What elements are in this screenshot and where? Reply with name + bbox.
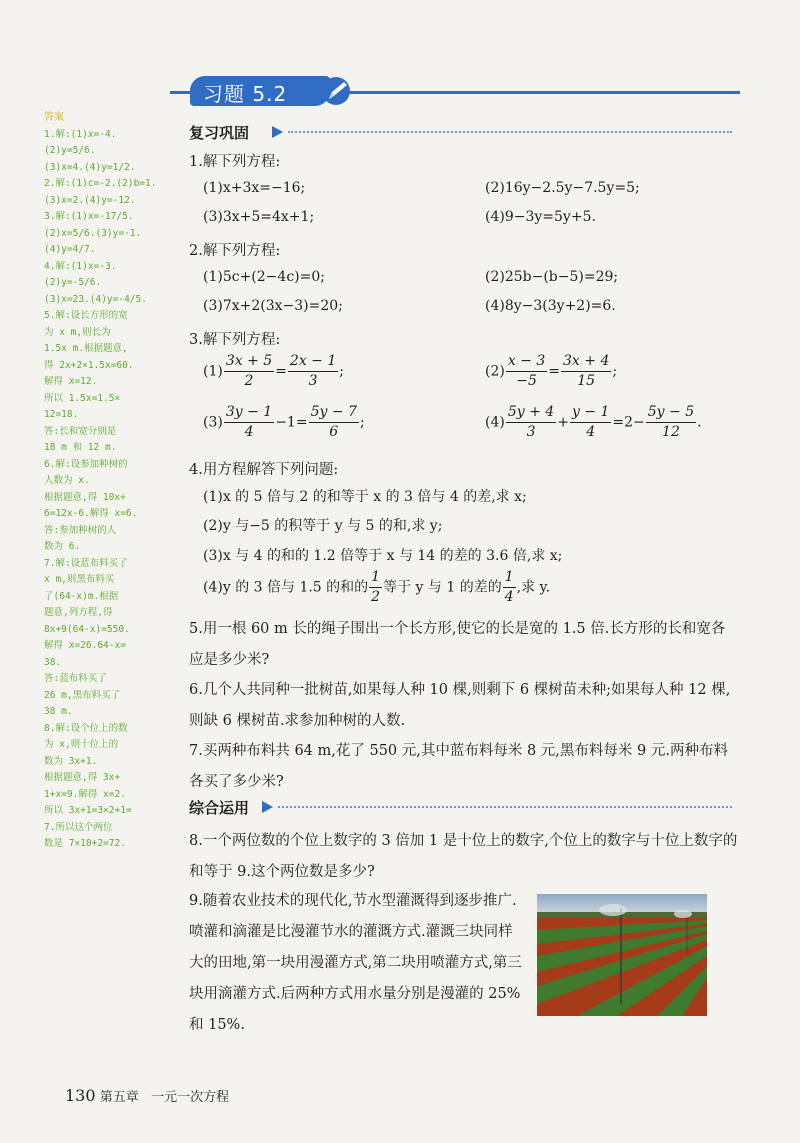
chapter-label: 第五章	[99, 1090, 139, 1105]
answer-line: 1.解:(1)x=-4.	[44, 128, 117, 140]
q4-item-2: (2)y 与−5 的积等于 y 与 5 的和,求 y;	[203, 518, 443, 534]
answer-line: 8x+9(64-x)=550.	[44, 623, 130, 635]
section-apply-heading: 综合运用	[189, 799, 250, 817]
answer-line: 8.解:设个位上的数	[44, 722, 128, 734]
answer-line: 5.解:设长方形的宽	[44, 310, 128, 321]
answer-line: 12=18.	[44, 409, 79, 420]
q1-item-1: (1)x+3x=−16;	[203, 180, 306, 196]
answer-line: 3.解:(1)x=-17/5.	[44, 211, 134, 222]
answer-line: 数为 3x+1.	[44, 755, 98, 767]
q2-item-4: (4)8y−3(3y+2)=6.	[485, 298, 616, 314]
q3-item-4: (4) $\frac{5y + 4}{3}$ + $\frac{y - 1}{4}$ =2− $\frac{5y - 5}{12}$ .	[485, 404, 702, 440]
page-footer	[65, 1086, 229, 1105]
answer-line: (2)x=5/6.(3)y=-1.	[44, 227, 142, 239]
answer-line: 1+x=9.解得 x=2.	[44, 788, 126, 800]
answer-line: 1.5x m.根据题意,	[44, 343, 128, 354]
answer-heading: 答案	[44, 112, 64, 123]
answer-line: 根据题意,得 3x+	[44, 772, 121, 783]
irrigation-field-photo	[537, 894, 707, 1016]
question-9: 9.随着农业技术的现代化,节水型灌溉得到逐步推广.喷灌和滴灌是比漫灌节水的灌溉方式.灌溉三块同样大的田地,第一块用漫灌方式,第二块用喷灌方式,第三块用滴灌方式.后两种方式用水量分别是漫灌的 25% 和 15%.	[189, 893, 522, 1033]
question-3-stem: 3.解下列方程:	[189, 332, 281, 348]
answer-line: 根据题意,得 10x+	[44, 491, 126, 503]
q2-item-3: (3)7x+2(3x−3)=20;	[203, 298, 343, 314]
arrow-icon	[272, 126, 283, 138]
q3-item-1: (1) $\frac{3x + 5}{2}$ = $\frac{2x - 1}{3}$ ;	[203, 353, 344, 389]
q4-item-4: (4)y 的 3 倍与 1.5 的和的 $\frac{1}{2}$ 等于 y 与 1 的差的 $\frac{1}{4}$ ,求 y.	[203, 569, 551, 605]
answer-line: 了(64-x)m.根据	[44, 590, 119, 602]
answer-line: 人数为 x.	[44, 475, 90, 486]
answer-line: 18 m 和 12 m.	[44, 442, 117, 453]
answer-line: 为 x m,则长为	[44, 326, 111, 338]
exercise-title: 习题 5.2	[203, 82, 288, 106]
q1-item-3: (3)3x+5=4x+1;	[203, 209, 315, 225]
answer-line: 7.所以这个两位	[44, 821, 113, 833]
page-number: 130	[65, 1086, 96, 1105]
q4-item-1: (1)x 的 5 倍与 2 的和等于 x 的 3 倍与 4 的差,求 x;	[203, 489, 527, 505]
answer-line: (3)x=4.(4)y=1/2.	[44, 161, 136, 173]
question-6: 6.几个人共同种一批树苗,如果每人种 10 棵,则剩下 6 棵树苗未种;如果每人种 12 棵,则缺 6 棵树苗.求参加种树的人数.	[189, 682, 731, 729]
answer-line: 答:长和宽分别是	[44, 425, 117, 437]
section-divider	[278, 806, 732, 808]
section-divider	[288, 131, 732, 133]
answer-line: 答:参加种树的人	[44, 524, 117, 536]
answer-line: 题意,列方程,得	[44, 607, 113, 618]
answer-line: x m,则黑布料买	[44, 574, 115, 585]
answer-line: 6=12x-6.解得 x=6.	[44, 508, 138, 519]
answer-line: 所以 3x+1=3×2+1=	[44, 805, 132, 816]
q1-item-4: (4)9−3y=5y+5.	[485, 209, 596, 225]
q2-item-2: (2)25b−(b−5)=29;	[485, 269, 619, 285]
answer-line: 4.解:(1)x=-3.	[44, 260, 117, 272]
answer-line: 答:蓝布料买了	[44, 673, 107, 684]
answer-line: 解得 x=26.64-x=	[44, 640, 126, 651]
question-2-stem: 2.解下列方程:	[189, 243, 281, 259]
section-review-heading: 复习巩固	[189, 124, 250, 142]
answer-line: 数是 7×10+2=72.	[44, 838, 126, 849]
question-1-stem: 1.解下列方程:	[189, 154, 281, 170]
q4-item-3: (3)x 与 4 的和的 1.2 倍等于 x 与 14 的差的 3.6 倍,求 x;	[203, 548, 563, 564]
answer-line: 得 2x+2×1.5x=60.	[44, 359, 134, 371]
answer-line: (3)x=23.(4)y=-4/5.	[44, 293, 147, 305]
q2-item-1: (1)5c+(2−4c)=0;	[203, 269, 325, 285]
arrow-icon	[262, 801, 273, 813]
q3-item-3: (3) $\frac{3y - 1}{4}$ −1= $\frac{5y - 7}{6}$ ;	[203, 404, 365, 440]
chapter-title: 一元一次方程	[151, 1090, 230, 1105]
answer-sidebar	[44, 110, 179, 853]
answer-line: (2)y=5/6.	[44, 145, 96, 156]
question-7: 7.买两种布料共 64 m,花了 550 元,其中蓝布料每米 8 元,黑布料每米 9 元.两种布料各买了多少米?	[189, 743, 728, 790]
question-8: 8.一个两位数的个位上数字的 3 倍加 1 是十位上的数字,个位上的数字与十位上数字的和等于 9.这个两位数是多少?	[189, 833, 738, 880]
answer-line: 2.解:(1)c=-2.(2)b=1.	[44, 178, 157, 189]
answer-line: 38.	[44, 656, 62, 668]
answer-line: (4)y=4/7.	[44, 244, 96, 255]
answer-line: (3)x=2.(4)y=-12.	[44, 194, 136, 206]
answer-line: 所以 1.5x=1.5×	[44, 392, 121, 404]
answer-line: 6.解:设参加种树的	[44, 458, 128, 470]
answer-line: 解得 x=12.	[44, 376, 98, 387]
answer-line: 26 m,黑布料买了	[44, 689, 121, 701]
question-5: 5.用一根 60 m 长的绳子围出一个长方形,使它的长是宽的 1.5 倍.长方形的长和宽各应是多少米?	[189, 621, 726, 668]
q1-item-2: (2)16y−2.5y−7.5y=5;	[485, 180, 640, 196]
pencil-icon	[320, 74, 356, 108]
answer-line: (2)y=-5/6.	[44, 277, 102, 288]
answer-line: 38 m.	[44, 706, 73, 717]
q3-item-2: (2) $\frac{x - 3}{-5}$ = $\frac{3x + 4}{15}$ ;	[485, 353, 618, 389]
answer-line: 7.解:设蓝布料买了	[44, 557, 128, 569]
answer-line: 数为 6.	[44, 541, 81, 552]
answer-line: 为 x,则十位上的	[44, 739, 119, 750]
question-4-stem: 4.用方程解答下列问题:	[189, 462, 339, 478]
